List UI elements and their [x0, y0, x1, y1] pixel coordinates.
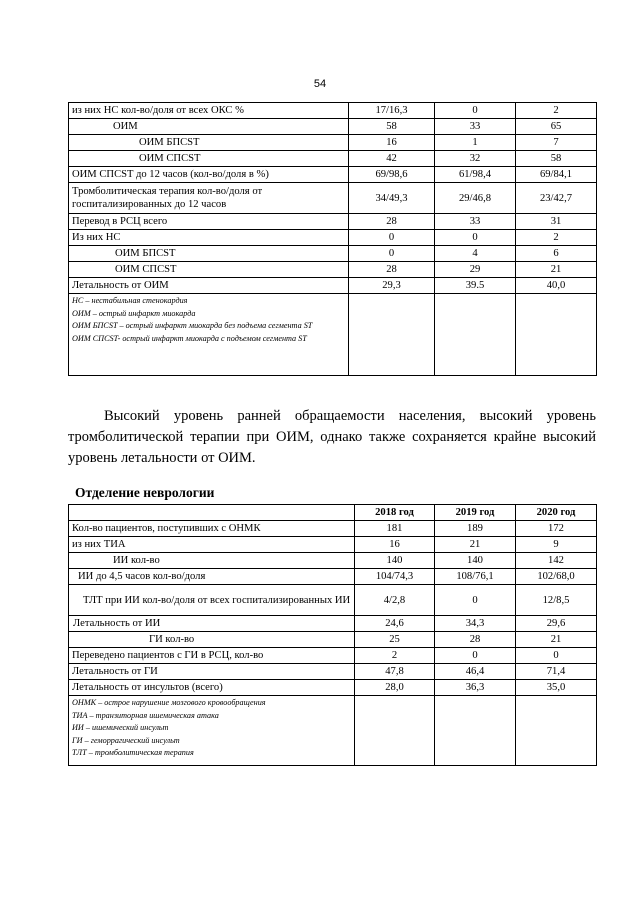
- header-row: [69, 505, 597, 521]
- abbreviation-notes: [69, 696, 355, 766]
- cell-value: 61/98,4: [435, 167, 516, 183]
- summary-paragraph: Высокий уровень ранней обращаемости населения, высокий уровень тромболитической терапии при ОИМ, однако также сохраняется крайне высокий уровень летальности от ОИМ.: [68, 408, 596, 466]
- cell-value: 47,8: [355, 664, 435, 680]
- row-label: ИИ кол-во: [69, 553, 355, 569]
- cell-value: 29,6: [516, 616, 597, 632]
- cell-value: 46,4: [435, 664, 516, 680]
- cell-value: 4/2,8: [355, 585, 435, 616]
- cell-value: 40,0: [516, 278, 597, 294]
- cell-value: 16: [355, 537, 435, 553]
- empty-cell: [435, 294, 516, 376]
- cell-value: 29: [435, 262, 516, 278]
- note-line: ОНМК – острое нарушение мозгового кровообращения: [72, 698, 266, 707]
- cell-value: 58: [349, 119, 435, 135]
- cell-value: 65: [516, 119, 597, 135]
- section-title: Отделение неврологии: [75, 485, 215, 500]
- cell-value: 34,3: [435, 616, 516, 632]
- row-label: ОИМ: [69, 119, 349, 135]
- cell-value: 39.5: [435, 278, 516, 294]
- neurology-table: [68, 504, 597, 766]
- note-line: ОИМ БПCST – острый инфаркт миокарда без подъема сегмента ST: [72, 321, 313, 331]
- cell-value: 42: [349, 151, 435, 167]
- header-2019: 2019 год: [435, 505, 516, 521]
- cell-value: 21: [435, 537, 516, 553]
- table-row: [69, 167, 597, 183]
- row-label: ТЛТ при ИИ кол-во/доля от всех госпитализированных ИИ: [69, 585, 355, 616]
- abbreviation-notes: [69, 294, 349, 376]
- cell-value: 2: [516, 230, 597, 246]
- cell-value: 71,4: [516, 664, 597, 680]
- row-label: из них НС кол-во/доля от всех ОКС %: [69, 103, 349, 119]
- table-row: [69, 151, 597, 167]
- row-label: из них ТИА: [69, 537, 355, 553]
- row-label: Летальность от инсультов (всего): [69, 680, 355, 696]
- cell-value: 28: [349, 262, 435, 278]
- table-row: [69, 214, 597, 230]
- cell-value: 6: [516, 246, 597, 262]
- row-label: ИИ до 4,5 часов кол-во/доля: [69, 569, 355, 585]
- cell-value: 31: [516, 214, 597, 230]
- cell-value: 28: [435, 632, 516, 648]
- row-label: ОИМ СПCST до 12 часов (кол-во/доля в %): [69, 167, 349, 183]
- cell-value: 142: [516, 553, 597, 569]
- cell-value: 0: [435, 585, 516, 616]
- notes-row: [69, 696, 597, 766]
- cell-value: 21: [516, 262, 597, 278]
- row-label: Кол-во пациентов, поступивших с ОНМК: [69, 521, 355, 537]
- cell-value: 69/84,1: [516, 167, 597, 183]
- cell-value: 0: [349, 230, 435, 246]
- cell-value: 34/49,3: [349, 183, 435, 214]
- table-row: [69, 246, 597, 262]
- empty-cell: [349, 294, 435, 376]
- table-row: [69, 569, 597, 585]
- row-label: Перевод в РСЦ всего: [69, 214, 349, 230]
- empty-cell: [435, 696, 516, 766]
- cell-value: 102/68,0: [516, 569, 597, 585]
- cell-value: 21: [516, 632, 597, 648]
- table-row: [69, 553, 597, 569]
- cell-value: 58: [516, 151, 597, 167]
- cell-value: 36,3: [435, 680, 516, 696]
- row-label: Летальность от ИИ: [69, 616, 355, 632]
- empty-cell: [516, 294, 597, 376]
- table-row: [69, 521, 597, 537]
- cell-value: 140: [435, 553, 516, 569]
- note-line: ОИМ СПCST- острый инфаркт миокарда с подъемом сегмента ST: [72, 333, 307, 343]
- table-row: [69, 664, 597, 680]
- table-row: [69, 632, 597, 648]
- row-label: ОИМ БПCST: [69, 135, 349, 151]
- cell-value: 23/42,7: [516, 183, 597, 214]
- note-line: ТИА – транзиторная ишемическая атака: [72, 710, 219, 720]
- row-label: Из них НС: [69, 230, 349, 246]
- row-label: ГИ кол-во: [69, 632, 355, 648]
- table-row: [69, 262, 597, 278]
- table-row: [69, 183, 597, 214]
- table-row: [69, 230, 597, 246]
- note-line: ОИМ – острый инфаркт миокарда: [72, 308, 196, 318]
- cell-value: 0: [435, 648, 516, 664]
- table-row: [69, 616, 597, 632]
- table-row: [69, 537, 597, 553]
- cell-value: 35,0: [516, 680, 597, 696]
- notes-row: [69, 294, 597, 376]
- cell-value: 0: [435, 230, 516, 246]
- cell-value: 9: [516, 537, 597, 553]
- table-row: [69, 585, 597, 616]
- row-label: ОИМ СПCST: [69, 262, 349, 278]
- cell-value: 0: [349, 246, 435, 262]
- cell-value: 33: [435, 119, 516, 135]
- table-row: [69, 648, 597, 664]
- cell-value: 7: [516, 135, 597, 151]
- cell-value: 32: [435, 151, 516, 167]
- cell-value: 189: [435, 521, 516, 537]
- table-row: [69, 103, 597, 119]
- cell-value: 181: [355, 521, 435, 537]
- cell-value: 24,6: [355, 616, 435, 632]
- empty-cell: [516, 696, 597, 766]
- table-row: [69, 135, 597, 151]
- row-label: Летальность от ОИМ: [69, 278, 349, 294]
- note-line: ИИ – ишемический инсульт: [72, 723, 169, 733]
- table-row: [69, 680, 597, 696]
- header-2020: 2020 год: [516, 505, 597, 521]
- cell-value: 0: [435, 103, 516, 119]
- cell-value: 0: [516, 648, 597, 664]
- page-number: 54: [313, 78, 327, 90]
- cell-value: 29/46,8: [435, 183, 516, 214]
- row-label: Летальность от ГИ: [69, 664, 355, 680]
- cell-value: 28: [349, 214, 435, 230]
- row-label: Тромболитическая терапия кол-во/доля от госпитализированных до 12 часов: [69, 183, 349, 214]
- cell-value: 29,3: [349, 278, 435, 294]
- cell-value: 172: [516, 521, 597, 537]
- cell-value: 108/76,1: [435, 569, 516, 585]
- cell-value: 104/74,3: [355, 569, 435, 585]
- cardiology-table: [68, 102, 597, 376]
- cell-value: 12/8,5: [516, 585, 597, 616]
- cell-value: 25: [355, 632, 435, 648]
- cell-value: 33: [435, 214, 516, 230]
- cell-value: 1: [435, 135, 516, 151]
- row-label: ОИМ БПCST: [69, 246, 349, 262]
- cell-value: 69/98,6: [349, 167, 435, 183]
- table-row: [69, 278, 597, 294]
- row-label: Переведено пациентов с ГИ в РСЦ, кол-во: [69, 648, 355, 664]
- empty-cell: [355, 696, 435, 766]
- cell-value: 16: [349, 135, 435, 151]
- cell-value: 140: [355, 553, 435, 569]
- header-empty: [69, 505, 355, 521]
- table-row: [69, 119, 597, 135]
- note-line: ТЛТ – тромболитическая терапия: [72, 748, 194, 758]
- cell-value: 4: [435, 246, 516, 262]
- note-line: НС – нестабильная стенокардия: [72, 296, 188, 305]
- row-label: ОИМ СПCST: [69, 151, 349, 167]
- cell-value: 2: [355, 648, 435, 664]
- note-line: ГИ – геморрагический инсульт: [72, 735, 180, 745]
- cell-value: 28,0: [355, 680, 435, 696]
- cell-value: 17/16,3: [349, 103, 435, 119]
- cell-value: 2: [516, 103, 597, 119]
- header-2018: 2018 год: [355, 505, 435, 521]
